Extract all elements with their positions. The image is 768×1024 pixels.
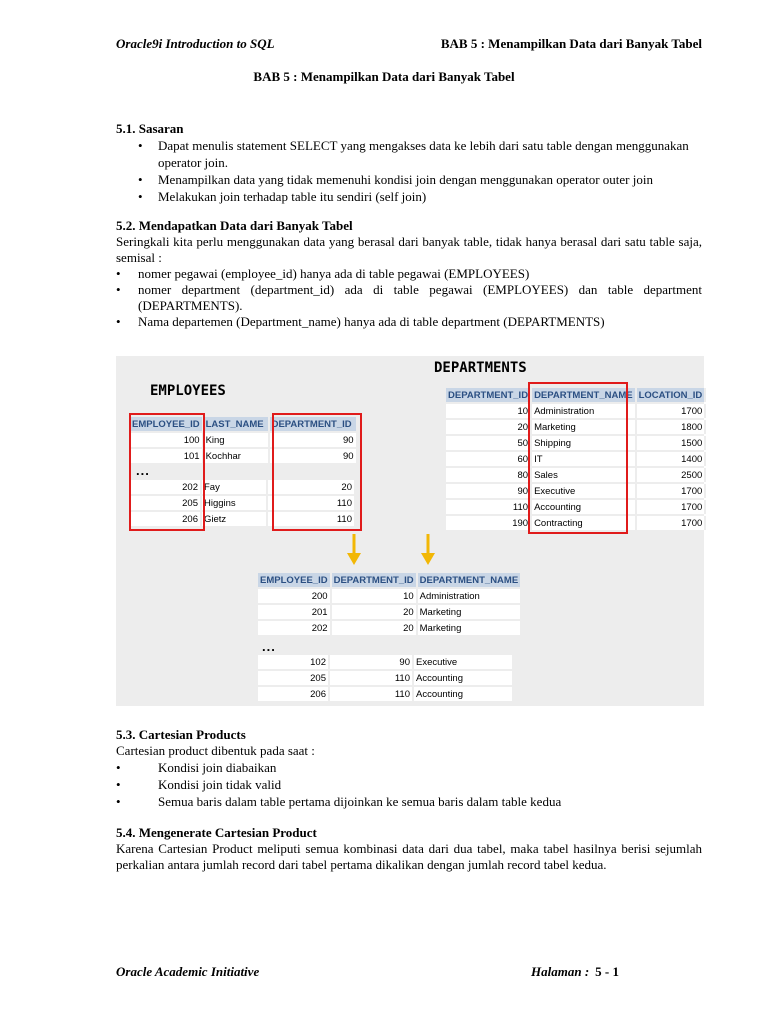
table-row (258, 655, 514, 669)
section-5-3-intro: Cartesian product dibentuk pada saat : (116, 743, 315, 758)
table-cell: 202 (130, 480, 202, 494)
table-cell: 80 (446, 468, 532, 482)
table-cell: 1800 (637, 420, 707, 434)
join-result-body (258, 589, 522, 635)
bullet-icon: • (116, 794, 121, 809)
list-item-text: Nama departemen (Department_name) hanya ada di table department (DEPARTMENTS) (138, 314, 605, 329)
arrow-head (347, 553, 361, 565)
ellipsis-result: ... (262, 639, 276, 654)
table-cell: 110 (268, 496, 356, 510)
list-item (116, 793, 702, 810)
list-item (116, 776, 702, 793)
chapter-title: BAB 5 : Menampilkan Data dari Banyak Tabel (253, 69, 515, 84)
table-cell: 1700 (637, 500, 707, 514)
table-cell: 205 (258, 671, 330, 685)
page-number: 5 - 1 (595, 964, 619, 979)
table-cell: 200 (258, 589, 332, 603)
table-cell: 20 (332, 621, 418, 635)
table-cell: 110 (330, 687, 414, 701)
table-cell: 110 (446, 500, 532, 514)
table-cell: Accounting (414, 687, 514, 701)
table-cell: Higgins (202, 496, 268, 510)
bullet-icon: • (116, 282, 121, 297)
join-result-body-continued (258, 655, 514, 701)
column-header: EMPLOYEE_ID (130, 417, 204, 431)
list-item-text: nomer pegawai (employee_id) hanya ada di table pegawai (EMPLOYEES) (138, 266, 530, 281)
table-cell: 205 (130, 496, 202, 510)
table-row (258, 687, 514, 701)
section-heading-5-1: 5.1. Sasaran (116, 121, 184, 136)
bullet-icon: • (138, 189, 143, 204)
section-heading-5-2: 5.2. Mendapatkan Data dari Banyak Tabel (116, 218, 353, 233)
table-row (258, 671, 514, 685)
list-item (116, 137, 702, 171)
bullet-icon: • (116, 314, 121, 329)
page-number-block (531, 964, 619, 980)
table-cell: 10 (446, 404, 532, 418)
table-cell: 206 (130, 512, 202, 526)
table-cell: IT (532, 452, 637, 466)
join-result-table (258, 571, 522, 637)
table-cell: Marketing (532, 420, 637, 434)
table-cell: 60 (446, 452, 532, 466)
list-item (116, 188, 702, 205)
table-cell: 1700 (637, 484, 707, 498)
list-item-text: Kondisi join diabaikan (158, 760, 277, 775)
table-cell: Marketing (418, 621, 523, 635)
content-bottom (116, 726, 702, 873)
list-item-text: Kondisi join tidak valid (158, 777, 282, 792)
table-cell: 1500 (637, 436, 707, 450)
cartesian-conditions-list (116, 759, 702, 810)
table-cell: Accounting (532, 500, 637, 514)
employee-department-id-highlight (272, 413, 362, 531)
list-item-text: Menampilkan data yang tidak memenuhi kondisi join dengan menggunakan operator outer join (158, 172, 653, 187)
list-item-text: Melakukan join terhadap table itu sendiri (self join) (158, 189, 427, 204)
column-header: DEPARTMENT_NAME (418, 573, 523, 587)
data-sources-list (116, 266, 702, 330)
column-header: DEPARTMENT_ID (332, 573, 418, 587)
table-row (258, 621, 522, 635)
section-heading-5-4: 5.4. Mengenerate Cartesian Product (116, 825, 317, 840)
section-5-4-body: Karena Cartesian Product meliputi semua kombinasi data dari dua tabel, maka tabel hasilnya berisi sejumlah perkalian antara jumlah record dari tabel pertama dikalikan dengan jumlah record tabel kedua. (116, 841, 702, 872)
bullet-icon: • (138, 172, 143, 187)
table-cell: 190 (446, 516, 532, 530)
table-cell: 90 (270, 449, 358, 463)
table-cell: 50 (446, 436, 532, 450)
table-header-row (258, 573, 522, 587)
bullet-icon: • (116, 760, 121, 775)
table-cell: 100 (130, 433, 204, 447)
table-cell: Kochhar (204, 449, 270, 463)
column-header: DEPARTMENT_ID (446, 388, 532, 402)
table-cell: 202 (258, 621, 332, 635)
table-cell: 206 (258, 687, 330, 701)
table-cell: 110 (330, 671, 414, 685)
list-item (116, 282, 702, 314)
objectives-list (116, 137, 702, 205)
column-header: LAST_NAME (204, 417, 270, 431)
arrow-down-icon (418, 534, 438, 568)
table-cell: Accounting (414, 671, 514, 685)
column-header: EMPLOYEE_ID (258, 573, 332, 587)
arrow-down-icon (344, 534, 364, 568)
table-cell: 1400 (637, 452, 707, 466)
table-cell: 90 (330, 655, 414, 669)
section-heading-5-3: 5.3. Cartesian Products (116, 727, 246, 742)
department-name-highlight (528, 382, 628, 534)
list-item-text: Semua baris dalam table pertama dijoinkan ke semua baris dalam table kedua (158, 794, 562, 809)
list-item (116, 759, 702, 776)
table-cell: 20 (332, 605, 418, 619)
table-cell: Administration (418, 589, 523, 603)
employee-id-highlight (129, 413, 205, 531)
footer-initiative: Oracle Academic Initiative (116, 964, 260, 979)
running-header-chapter: BAB 5 : Menampilkan Data dari Banyak Tabel (440, 36, 702, 51)
table-cell: Executive (414, 655, 514, 669)
table-cell: 110 (268, 512, 356, 526)
employees-label: EMPLOYEES (150, 383, 226, 399)
table-cell: King (204, 433, 270, 447)
table-cell: 1700 (637, 516, 707, 530)
list-item-text: Dapat menulis statement SELECT yang mengakses data ke lebih dari satu table dengan menggunakan operator join. (158, 138, 689, 170)
table-row (258, 589, 522, 603)
arrow-head (421, 553, 435, 565)
table-cell: 90 (270, 433, 358, 447)
running-header-course: Oracle9i Introduction to SQL (116, 36, 275, 51)
table-cell: 10 (332, 589, 418, 603)
table-cell: 20 (446, 420, 532, 434)
table-cell: Administration (532, 404, 637, 418)
table-cell: Shipping (532, 436, 637, 450)
table-cell: Sales (532, 468, 637, 482)
column-header: LOCATION_ID (637, 388, 707, 402)
page-label: Halaman : (531, 964, 590, 979)
list-item (116, 314, 702, 330)
bullet-icon: • (138, 138, 143, 153)
list-item (116, 266, 702, 282)
table-cell: Gietz (202, 512, 268, 526)
table-cell: Marketing (418, 605, 523, 619)
table-cell: 102 (258, 655, 330, 669)
column-header: DEPARTMENT_NAME (532, 388, 637, 402)
bullet-icon: • (116, 266, 121, 281)
table-cell: 20 (268, 480, 356, 494)
table-cell: 201 (258, 605, 332, 619)
ellipsis-employees: ... (136, 463, 150, 478)
list-item (116, 171, 702, 188)
section-5-2-intro: Seringkali kita perlu menggunakan data yang berasal dari banyak table, tidak hanya berasal dari satu table saja, semisal : (116, 234, 702, 265)
list-item-text: nomer department (department_id) ada di table pegawai (EMPLOYEES) dan table department (DEPARTMENTS). (138, 282, 702, 313)
table-cell: Fay (202, 480, 268, 494)
column-header: DEPARTMENT_ID (270, 417, 358, 431)
table-cell: 90 (446, 484, 532, 498)
table-cell: Executive (532, 484, 637, 498)
join-diagram (116, 356, 704, 706)
table-cell: 2500 (637, 468, 707, 482)
departments-label: DEPARTMENTS (434, 360, 527, 376)
table-cell: Contracting (532, 516, 637, 530)
join-result-table-continued (258, 653, 514, 703)
content-top (116, 120, 702, 330)
table-row (258, 605, 522, 619)
table-cell: 101 (130, 449, 204, 463)
table-cell: 1700 (637, 404, 707, 418)
bullet-icon: • (116, 777, 121, 792)
